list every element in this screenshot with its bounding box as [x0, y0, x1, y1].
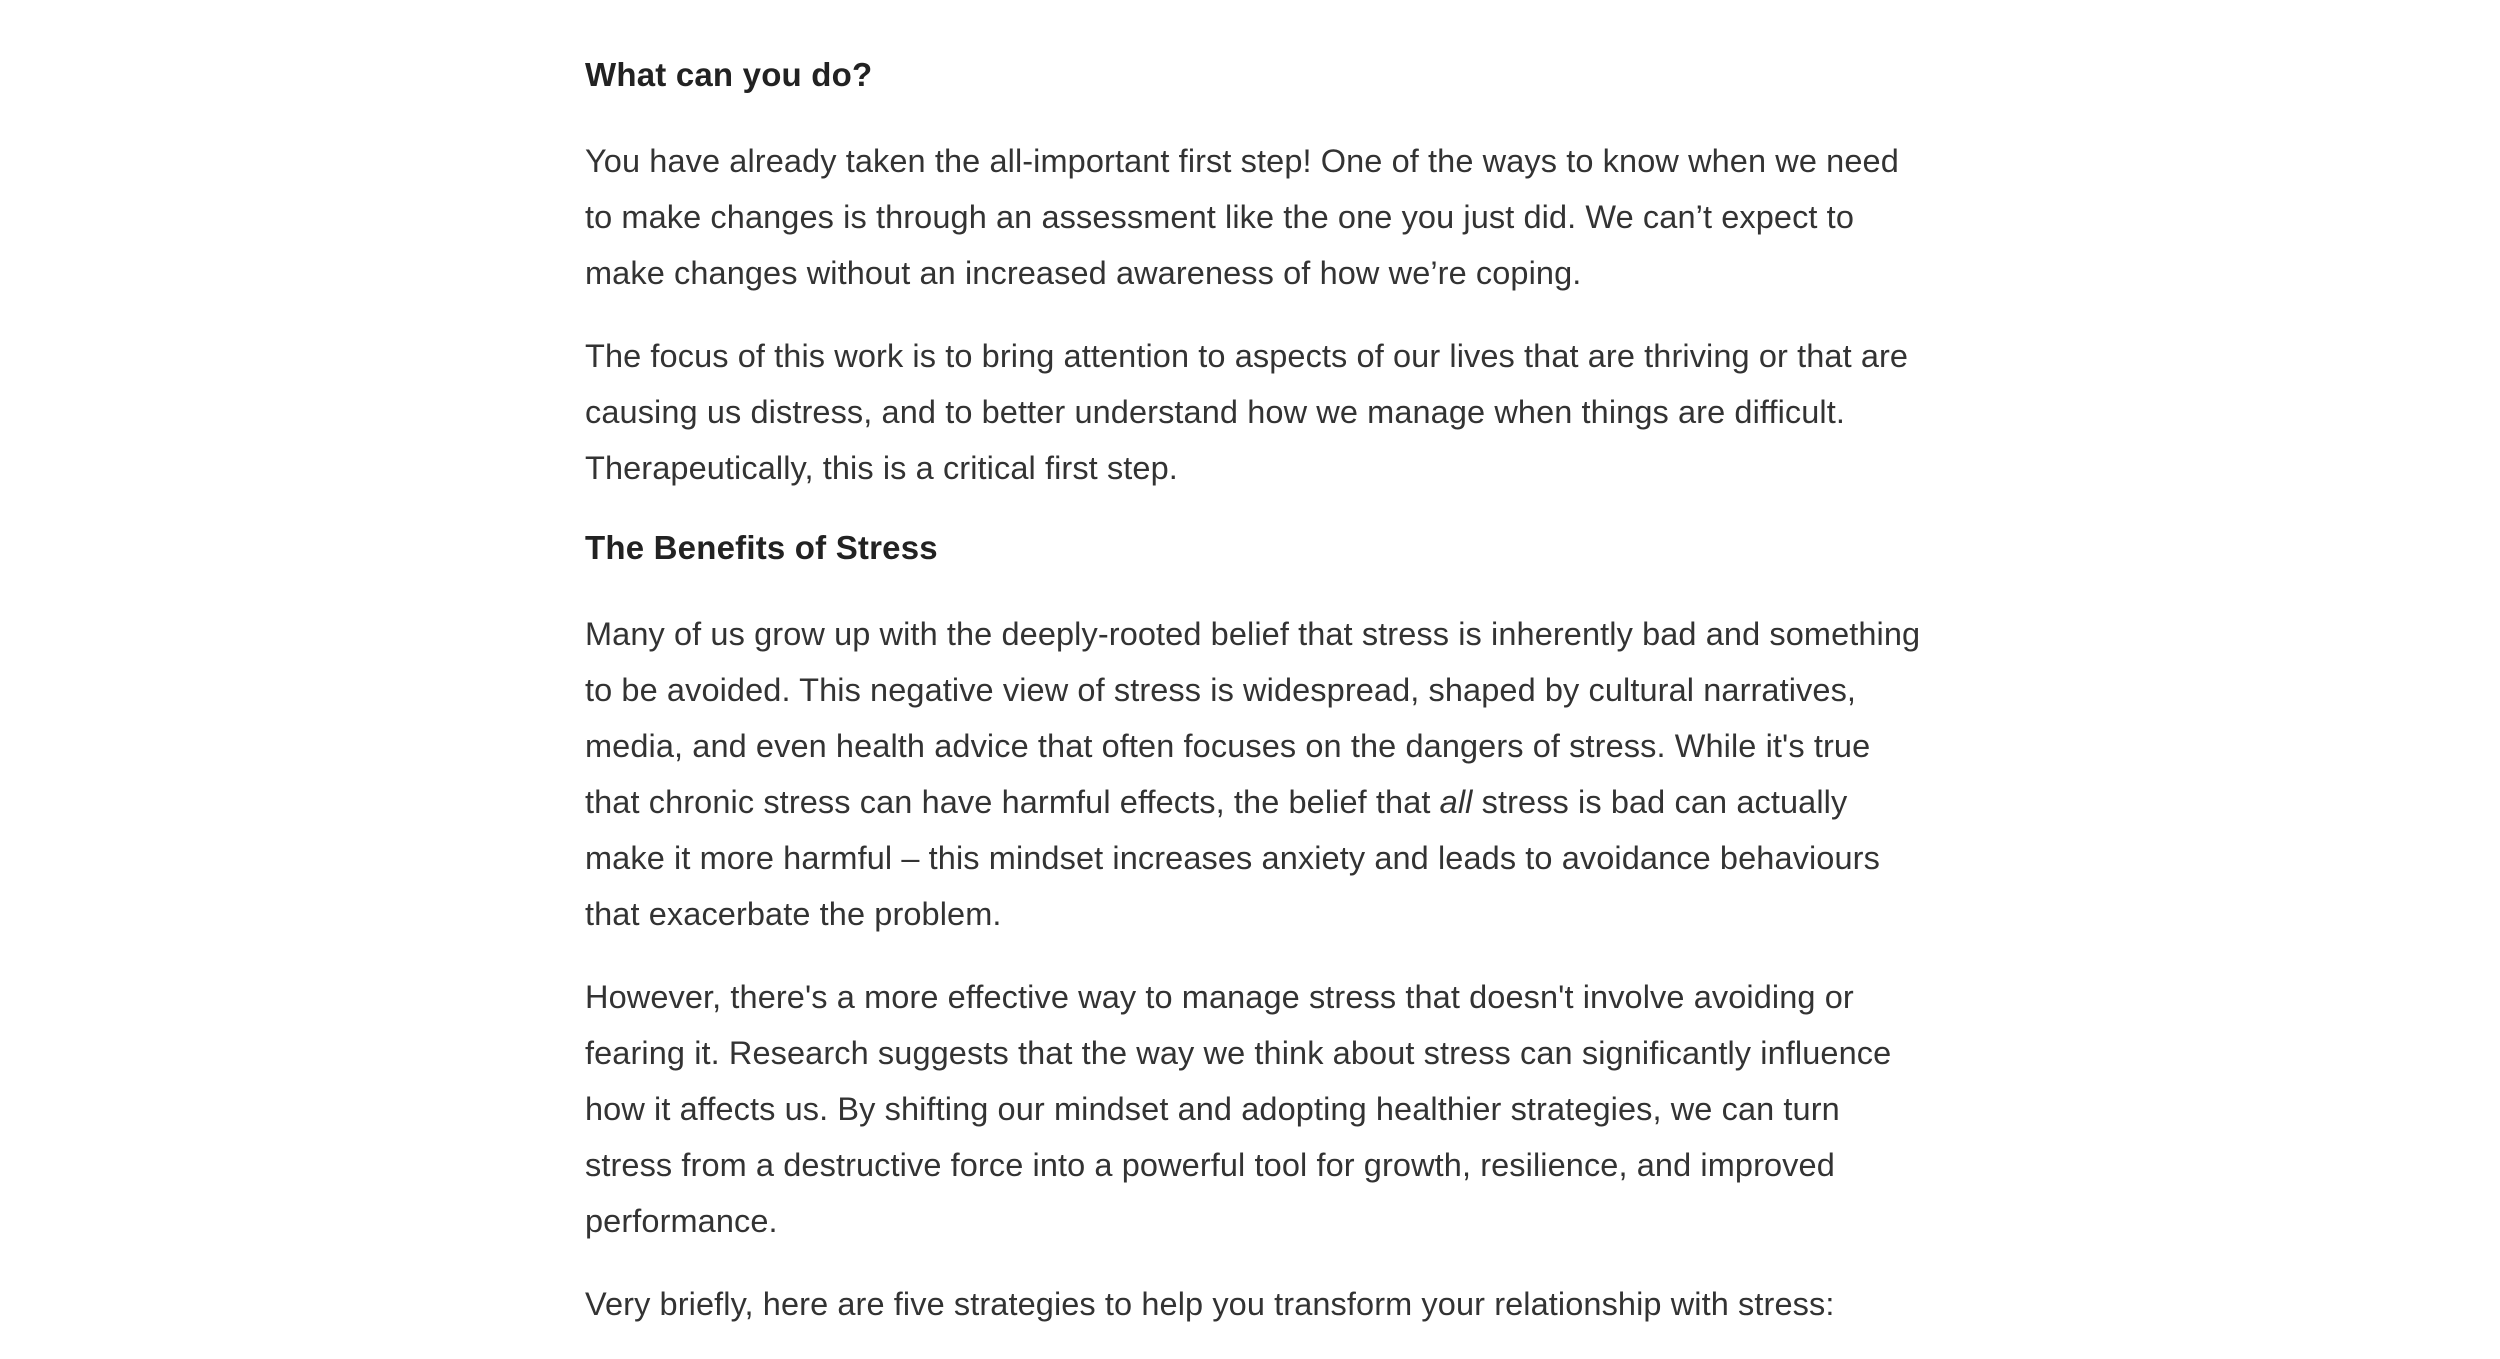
paragraph-stress-belief: [585, 606, 1925, 942]
paragraph-stress-belief-text-end: stress is bad can actually make it more harmful – this mindset increases anxiety and leads to avoidance behaviours that exacerbate the problem.: [585, 784, 1880, 932]
article-body: [585, 50, 1925, 1359]
section-heading-what-can-you-do: What can you do?: [585, 56, 873, 93]
paragraph-stress-belief-text-start: Many of us grow up with the deeply-rooted belief that stress is inherently bad and something to be avoided. This negative view of stress is widespread, shaped by cultural narratives, media, and even health advice that often focuses on the dangers of stress. While it's true that chronic stress can have harmful effects, the belief that: [585, 616, 1921, 820]
emphasis-all: all: [1439, 784, 1473, 820]
paragraph-first-step: You have already taken the all-important first step! One of the ways to know when we need to make changes is through an assessment like the one you just did. We can’t expect to make changes without an increased awareness of how we’re coping.: [585, 143, 1899, 291]
section-heading-benefits-of-stress: The Benefits of Stress: [585, 529, 938, 566]
paragraph-effective-way: However, there's a more effective way to manage stress that doesn't involve avoiding or fearing it. Research suggests that the way we think about stress can significantly influence how it affects us. By shifting our mindset and adopting healthier strategies, we can turn stress from a destructive force into a powerful tool for growth, resilience, and improved performance.: [585, 979, 1892, 1239]
paragraph-focus-of-work: The focus of this work is to bring attention to aspects of our lives that are thriving or that are causing us distress, and to better understand how we manage when things are difficult. Therapeutically, this is a critical first step.: [585, 338, 1909, 486]
paragraph-five-strategies-intro: Very briefly, here are five strategies to help you transform your relationship with stress:: [585, 1286, 1835, 1322]
